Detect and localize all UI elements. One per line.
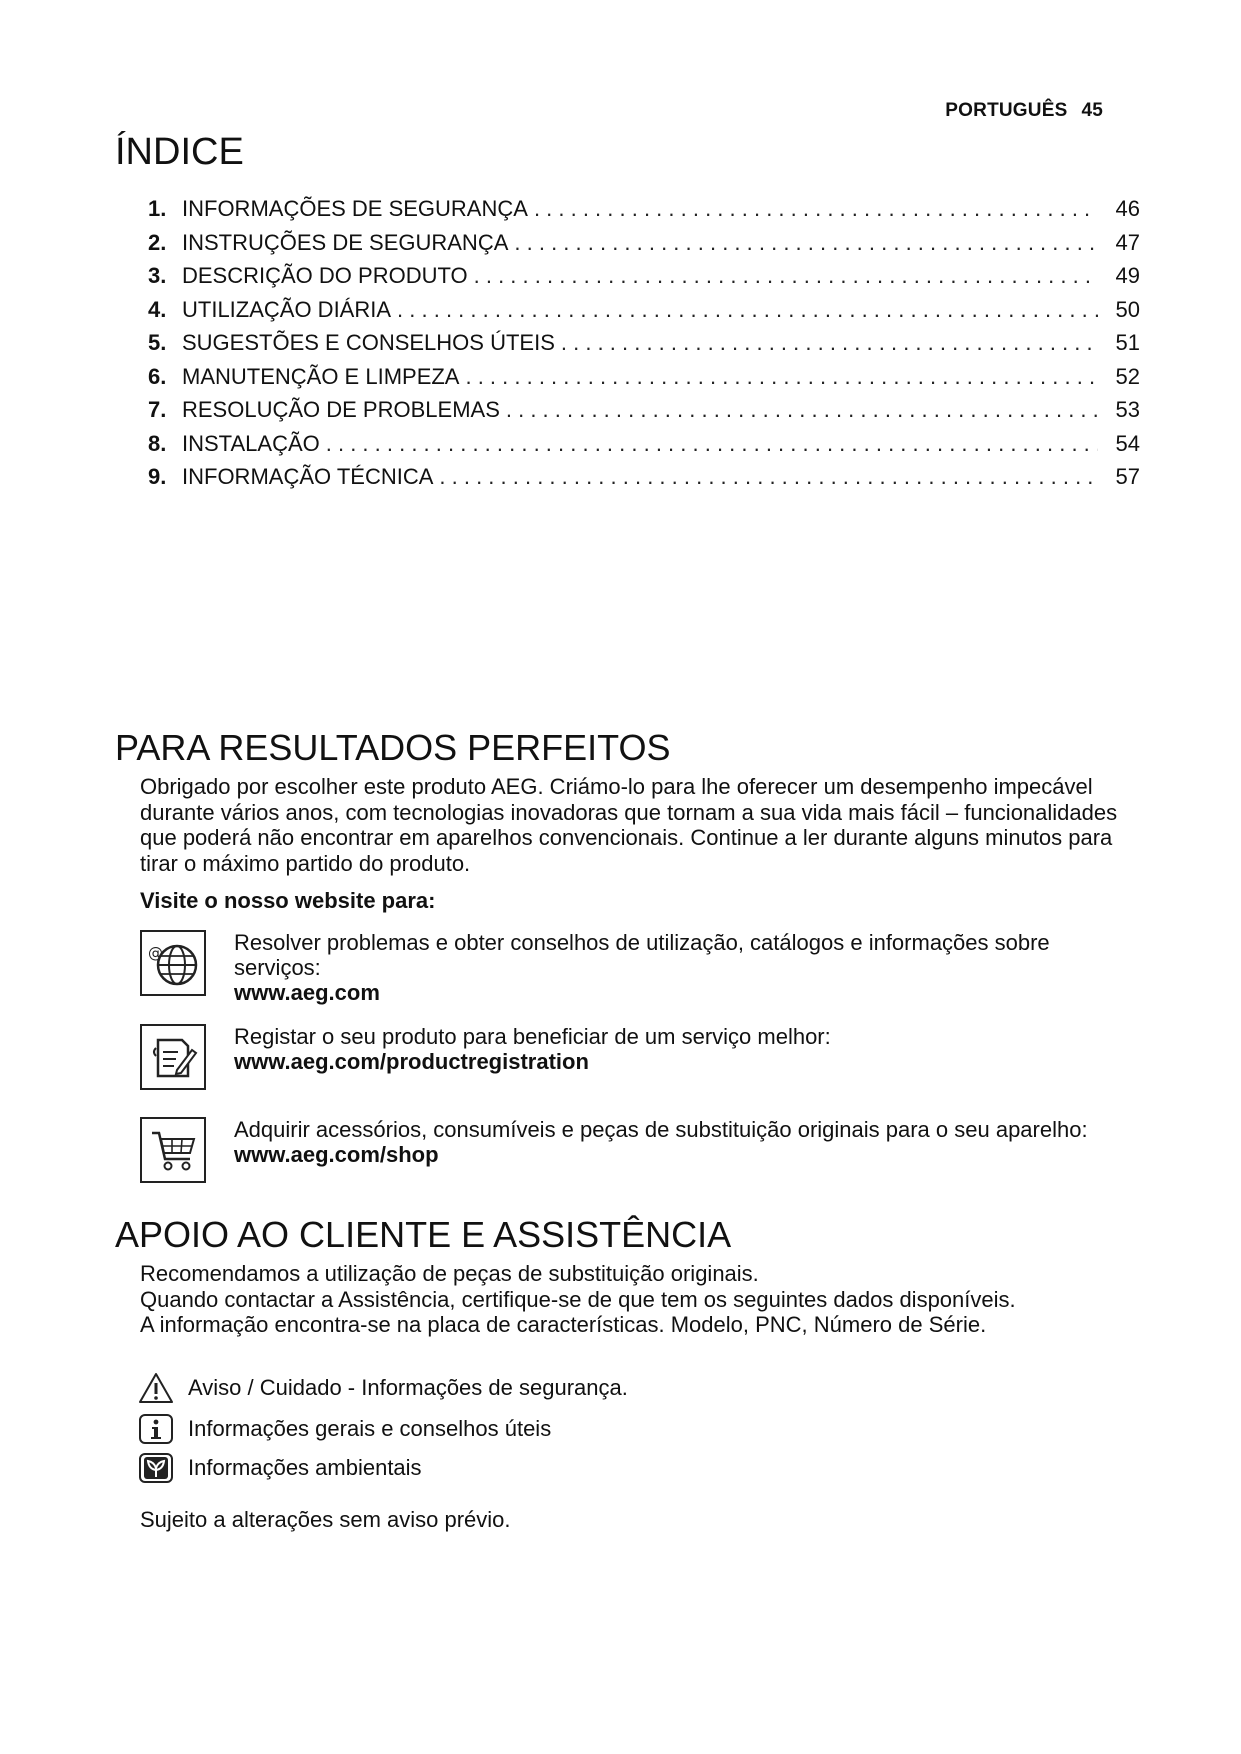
- shop-link-text: [234, 1117, 1088, 1183]
- registration-link-url[interactable]: www.aeg.com/productregistration: [234, 1049, 589, 1074]
- environment-icon: [138, 1452, 174, 1484]
- shop-link-item: [140, 1117, 1140, 1183]
- toc-item-label: RESOLUÇÃO DE PROBLEMAS: [182, 397, 500, 422]
- toc-item-page: 52: [1115, 363, 1140, 389]
- toc-item-label: MANUTENÇÃO E LIMPEZA: [182, 363, 460, 389]
- toc-item-page: 46: [1115, 196, 1140, 221]
- toc-item-page: 49: [1115, 263, 1140, 288]
- toc-leader-dots: [514, 230, 1098, 256]
- toc-item[interactable]: [148, 196, 1140, 230]
- warning-icon: [138, 1372, 174, 1404]
- toc-item-label: INSTALAÇÃO: [182, 430, 320, 456]
- toc-item-number: 7.: [148, 397, 167, 422]
- toc-item-page: 50: [1115, 296, 1140, 322]
- toc-item-page: 53: [1115, 397, 1140, 422]
- toc-item-number: 3.: [148, 263, 167, 288]
- legend-item-warning: [138, 1372, 628, 1404]
- toc-leader-dots: [439, 464, 1098, 490]
- disclaimer-note: Sujeito a alterações sem aviso prévio.: [140, 1507, 511, 1532]
- toc-item-number: 5.: [148, 330, 167, 355]
- toc-item[interactable]: [148, 464, 1140, 498]
- shop-link-description: Adquirir acessórios, consumíveis e peças de substituição originais para o seu aparelho:: [234, 1117, 1088, 1142]
- toc-leader-dots: [465, 364, 1098, 390]
- toc-item-label: UTILIZAÇÃO DIÁRIA: [182, 296, 392, 322]
- registration-link-item: [140, 1024, 1140, 1090]
- svg-text:@: @: [148, 944, 163, 962]
- results-intro: Obrigado por escolher este produto AEG. Criámo-lo para lhe oferecer um desempenho impecável durante vários anos, com tecnologias inovadoras que tornam a sua vida mais fácil – funcionalidades que poderá não encontrar em aparelhos convencionais. Continue a ler durante alguns minutos para tirar o máximo partido do produto.: [140, 774, 1118, 876]
- toc-item-number: 1.: [148, 196, 167, 221]
- toc-leader-dots: [326, 431, 1098, 457]
- support-line: Quando contactar a Assistência, certifique-se de que tem os seguintes dados disponíveis.: [140, 1286, 1016, 1312]
- toc-item-number: 2.: [148, 229, 167, 255]
- page-number: 45: [1081, 100, 1103, 121]
- toc-item[interactable]: [148, 431, 1140, 465]
- legend-text: Informações ambientais: [188, 1455, 422, 1480]
- shop-link-url[interactable]: www.aeg.com/shop: [234, 1142, 439, 1167]
- legend-text: Informações gerais e conselhos úteis: [188, 1416, 552, 1441]
- toc-item-label: DESCRIÇÃO DO PRODUTO: [182, 263, 468, 288]
- website-link-description: Resolver problemas e obter conselhos de utilização, catálogos e informações sobre serviços:: [234, 930, 1050, 980]
- toc-item-label: INFORMAÇÕES DE SEGURANÇA: [182, 196, 528, 221]
- toc-item-page: 47: [1115, 229, 1140, 255]
- legend-item-environment: [138, 1452, 422, 1484]
- page-header: [945, 100, 1103, 122]
- support-text: [140, 1261, 1140, 1338]
- legend-text: Aviso / Cuidado - Informações de segurança.: [188, 1375, 628, 1400]
- website-link-text: [234, 930, 1140, 1005]
- results-section-title: PARA RESULTADOS PERFEITOS: [115, 727, 671, 768]
- website-link-item: [140, 930, 1140, 1005]
- toc-item-label: INFORMAÇÃO TÉCNICA: [182, 464, 434, 489]
- toc-title: ÍNDICE: [115, 131, 244, 173]
- header-language: PORTUGUÊS: [945, 100, 1068, 121]
- toc-item[interactable]: [148, 330, 1140, 364]
- visit-website-label: Visite o nosso website para:: [140, 888, 436, 913]
- toc-leader-dots: [474, 263, 1098, 289]
- toc-item-label: INSTRUÇÕES DE SEGURANÇA: [182, 229, 509, 255]
- registration-link-text: [234, 1024, 831, 1090]
- toc-item[interactable]: [148, 364, 1140, 398]
- legend-item-info: [138, 1413, 551, 1445]
- registration-link-description: Registar o seu produto para beneficiar de um serviço melhor:: [234, 1024, 831, 1049]
- support-line: Recomendamos a utilização de peças de substituição originais.: [140, 1261, 759, 1286]
- toc-item[interactable]: [148, 397, 1140, 431]
- website-link-url[interactable]: www.aeg.com: [234, 980, 380, 1005]
- toc-item-number: 6.: [148, 363, 167, 389]
- toc-item-number: 9.: [148, 464, 167, 489]
- toc-leader-dots: [397, 297, 1098, 323]
- toc-item-page: 54: [1115, 430, 1140, 456]
- toc-item-page: 51: [1115, 330, 1140, 355]
- toc-item-number: 8.: [148, 430, 167, 456]
- globe-icon: [140, 930, 206, 996]
- support-section-title: APOIO AO CLIENTE E ASSISTÊNCIA: [115, 1214, 732, 1255]
- toc-leader-dots: [561, 330, 1098, 356]
- toc-item[interactable]: [148, 230, 1140, 264]
- info-icon: [138, 1413, 174, 1445]
- toc-item[interactable]: [148, 263, 1140, 297]
- registration-icon: [140, 1024, 206, 1090]
- table-of-contents: [148, 196, 1140, 498]
- toc-item[interactable]: [148, 297, 1140, 331]
- toc-leader-dots: [506, 397, 1098, 423]
- toc-item-label: SUGESTÕES E CONSELHOS ÚTEIS: [182, 330, 555, 355]
- toc-leader-dots: [534, 196, 1098, 222]
- toc-item-number: 4.: [148, 296, 167, 322]
- support-line: A informação encontra-se na placa de características. Modelo, PNC, Número de Série.: [140, 1312, 987, 1337]
- toc-item-page: 57: [1115, 464, 1140, 489]
- shopping-cart-icon: [140, 1117, 206, 1183]
